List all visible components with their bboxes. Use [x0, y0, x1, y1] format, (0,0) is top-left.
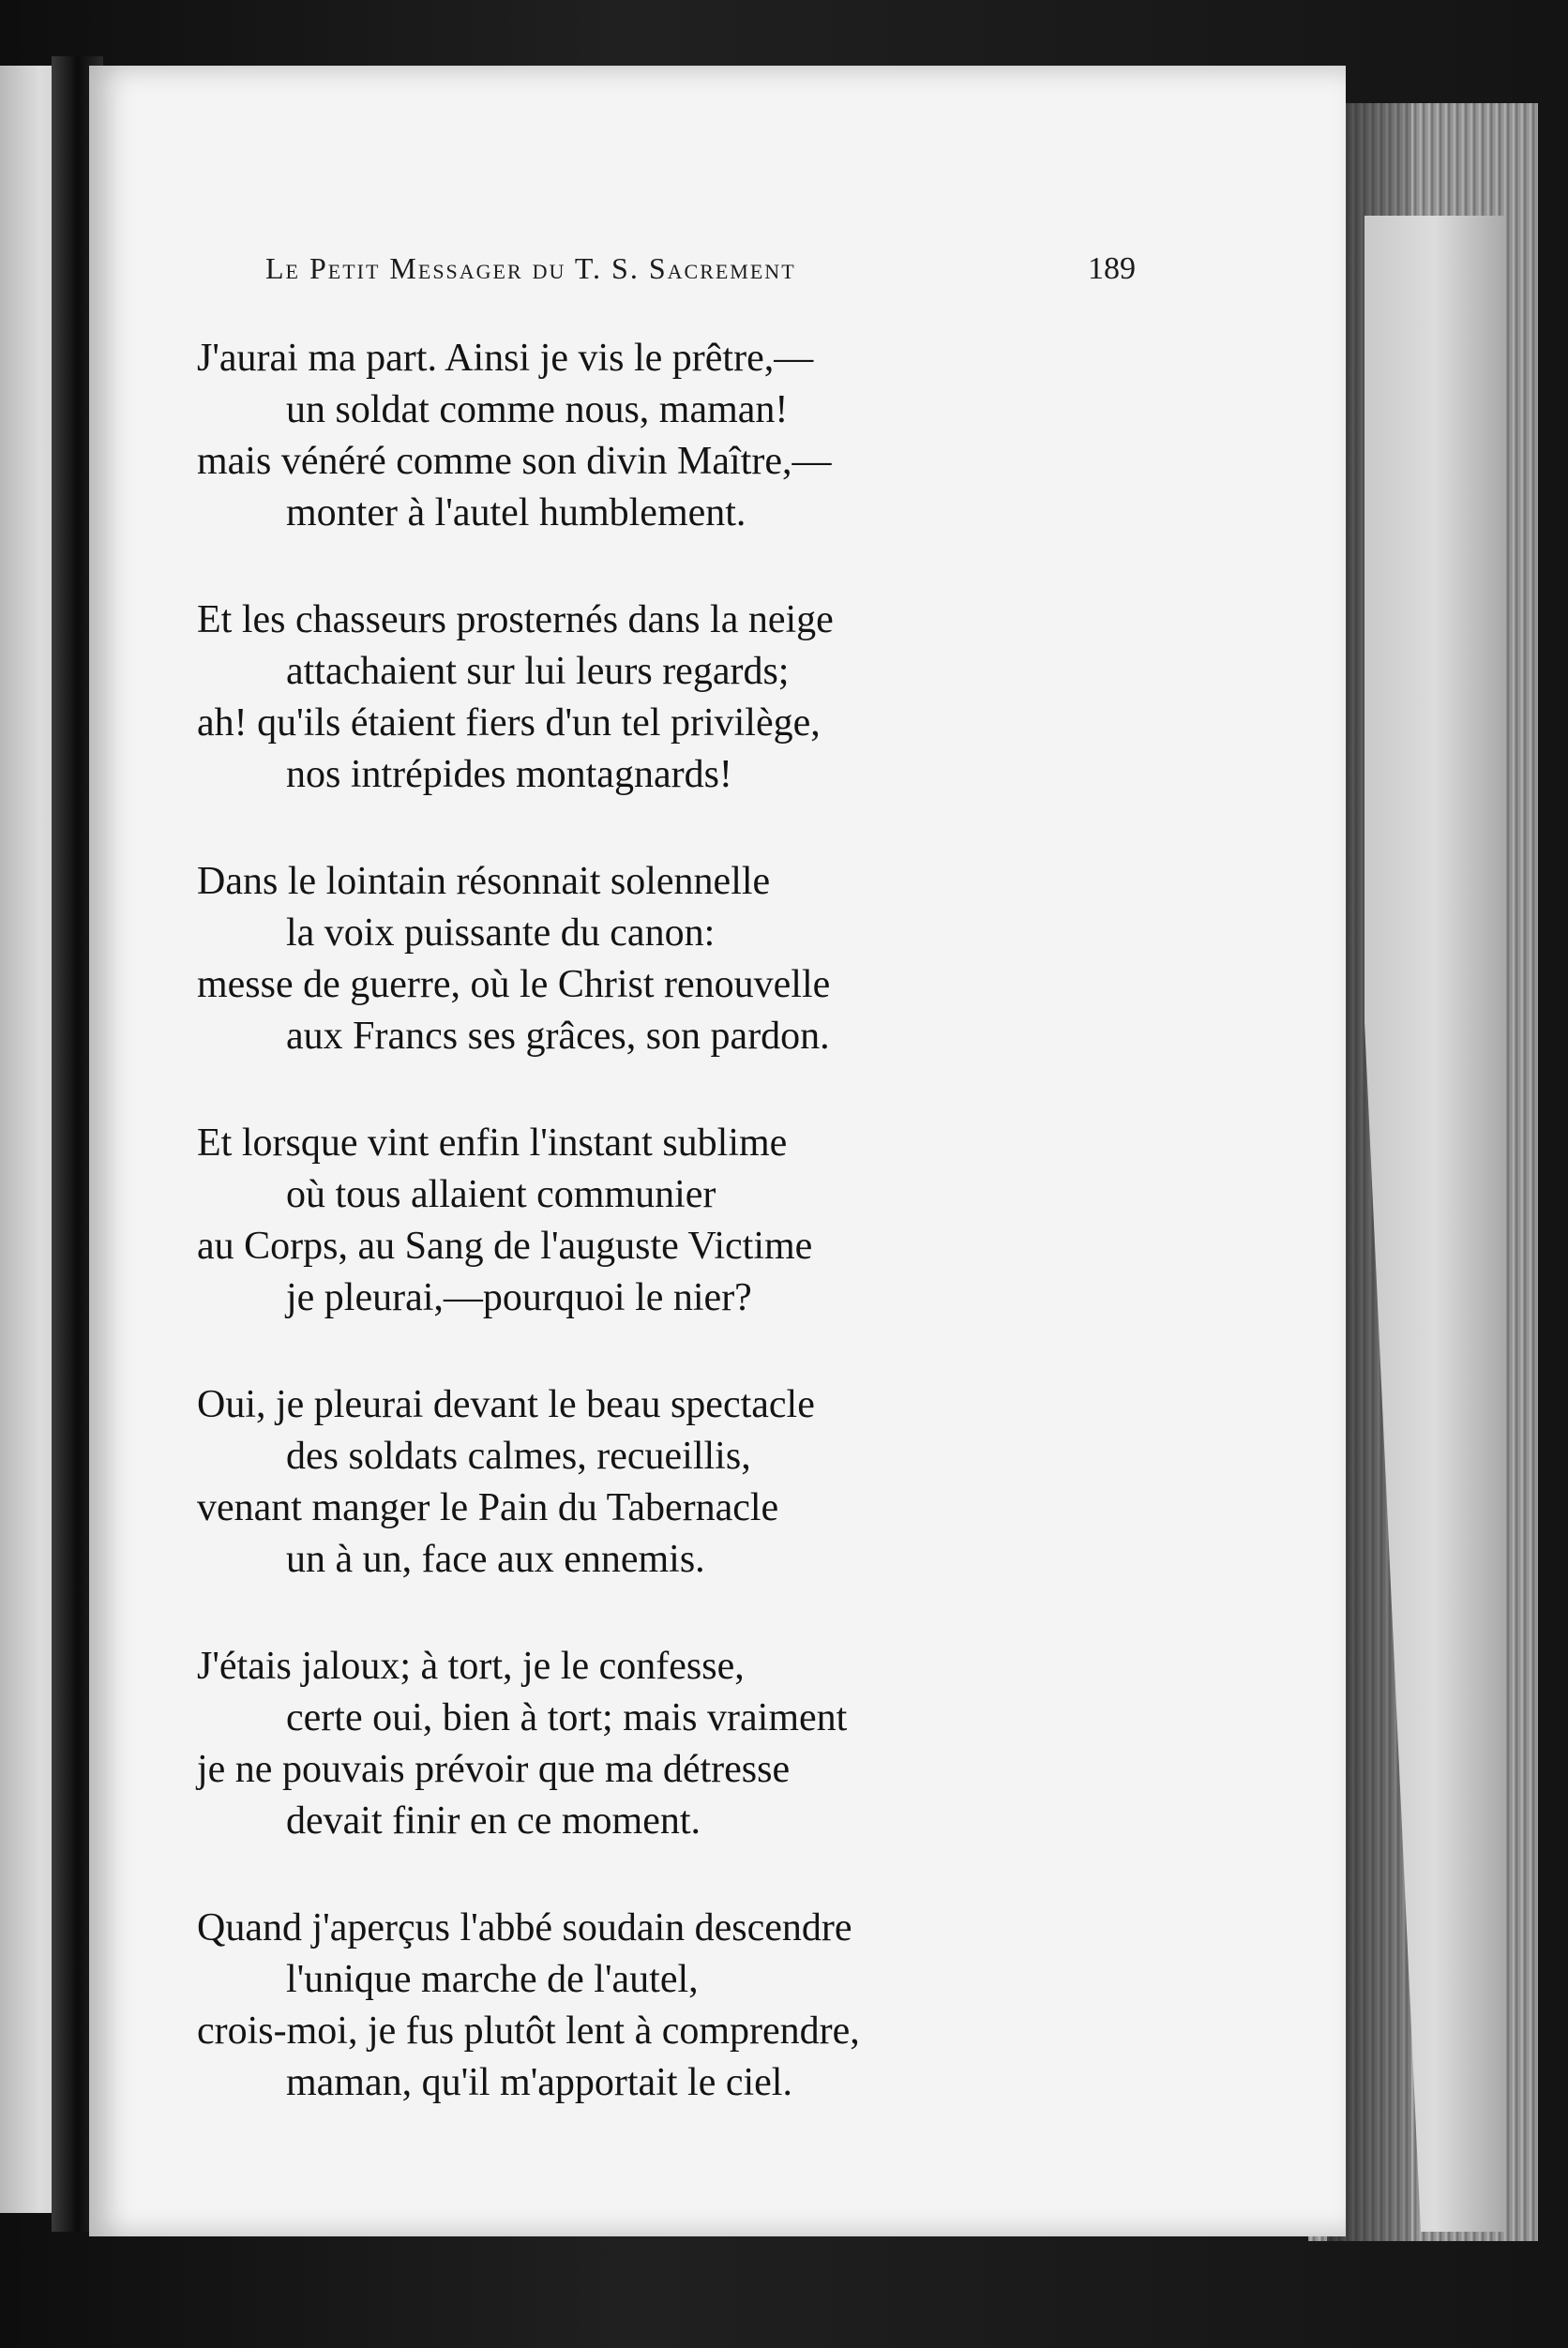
verse-line: je pleurai,—pourquoi le nier? — [286, 1276, 752, 1319]
verse-line: mais vénéré comme son divin Maître,— — [197, 440, 832, 483]
verse-line: un à un, face aux ennemis. — [286, 1538, 705, 1581]
verse-line: au Corps, au Sang de l'auguste Victime — [197, 1225, 813, 1268]
verse-line: je ne pouvais prévoir que ma détresse — [197, 1748, 791, 1791]
verse-line: Dans le lointain résonnait solennelle — [197, 860, 771, 903]
verse-line: J'aurai ma part. Ainsi je vis le prêtre,— — [197, 337, 814, 380]
verse-line: nos intrépides montagnards! — [286, 753, 732, 796]
verse-line: où tous allaient communier — [286, 1173, 716, 1216]
verse-line: aux Francs ses grâces, son pardon. — [286, 1015, 830, 1058]
verse-line: certe oui, bien à tort; mais vraiment — [286, 1696, 848, 1739]
verse-line: monter à l'autel humblement. — [286, 491, 746, 534]
stanza — [197, 1641, 1041, 1847]
verse-line: Et lorsque vint enfin l'instant sublime — [197, 1121, 788, 1165]
stanza — [197, 856, 1041, 1062]
running-title: Le Petit Messager du T. S. Sacrement — [265, 251, 796, 285]
verse-line: la voix puissante du canon: — [286, 911, 716, 955]
page-number: 189 — [1088, 251, 1136, 286]
stanza — [197, 1379, 1041, 1586]
verse-line: messe de guerre, où le Christ renouvelle — [197, 963, 831, 1006]
verse-line: J'étais jaloux; à tort, je le confesse, — [197, 1645, 745, 1688]
verse-line: un soldat comme nous, maman! — [286, 388, 789, 431]
poem-body — [197, 333, 1041, 2164]
verse-line: l'unique marche de l'autel, — [286, 1958, 699, 2001]
stanza — [197, 1903, 1041, 2109]
verse-line: maman, qu'il m'apportait le ciel. — [286, 2061, 792, 2104]
verse-line: ah! qu'ils étaient fiers d'un tel privilège, — [197, 701, 821, 745]
verse-line: Et les chasseurs prosternés dans la neige — [197, 598, 834, 641]
verse-line: devait finir en ce moment. — [286, 1799, 701, 1843]
verse-line: Oui, je pleurai devant le beau spectacle — [197, 1383, 815, 1426]
verse-line: Quand j'aperçus l'abbé soudain descendre — [197, 1906, 852, 1949]
verse-line: venant manger le Pain du Tabernacle — [197, 1486, 779, 1529]
verse-line: attachaient sur lui leurs regards; — [286, 650, 790, 693]
stanza — [197, 1118, 1041, 1324]
verse-line: des soldats calmes, recueillis, — [286, 1435, 751, 1478]
verse-line: crois-moi, je fus plutôt lent à comprendre, — [197, 2009, 860, 2053]
stanza — [197, 595, 1041, 801]
stanza — [197, 333, 1041, 539]
